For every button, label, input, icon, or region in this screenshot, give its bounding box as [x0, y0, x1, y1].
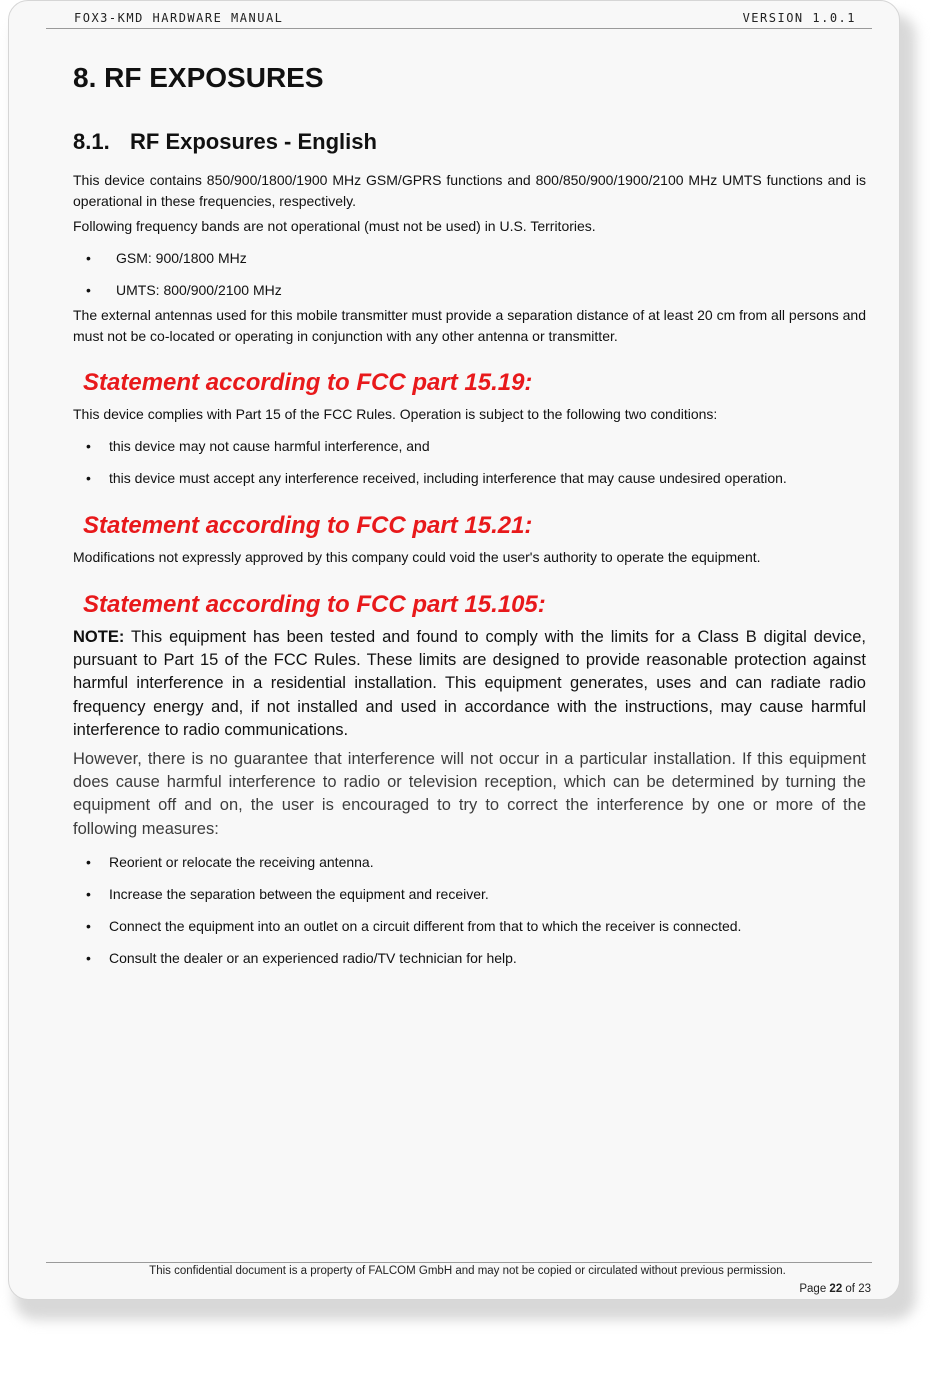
total-pages: 23 [858, 1283, 871, 1295]
bullet-icon: • [86, 853, 91, 870]
chapter-title: 8. RF EXPOSURES [73, 62, 324, 93]
list-item: • this device may not cause harmful interference, and [73, 436, 866, 457]
intro-paragraph: This device contains 850/900/1800/1900 MHz GSM/GPRS functions and 800/850/900/1900/2100 MHz UMTS functions and is operational in these frequencies, respectively. [73, 172, 866, 209]
bullet-icon: • [86, 949, 91, 966]
confidentiality-notice: This confidential document is a property of FALCOM GmbH and may not be copied or circulated without previous permission. [149, 1265, 786, 1277]
running-header [46, 9, 872, 29]
bands-intro-paragraph: Following frequency bands are not operational (must not be used) in U.S. Territories. [73, 218, 596, 234]
bullet-icon: • [86, 885, 91, 902]
note-text: This equipment has been tested and found to comply with the limits for a Class B digital device, pursuant to Part 15 of the FCC Rules. These limits are designed to provide reasonable protection against harmful interference in a residential installation. This equipment generates, uses and can radiate radio frequency energy and, if not installed and used in accordance with the instructions, may cause harmful interference to radio communications. [73, 628, 866, 739]
page-content [73, 60, 866, 969]
list-item: • Increase the separation between the equipment and receiver. [73, 884, 866, 905]
list-item: • GSM: 900/1800 MHz [73, 248, 866, 269]
header-manual-title: FOX3-KMD HARDWARE MANUAL [74, 11, 284, 25]
fcc-15-19-text: This device complies with Part 15 of the FCC Rules. Operation is subject to the following two conditions: [73, 406, 718, 422]
fcc-15-105-body [73, 626, 866, 841]
footer-divider [46, 1262, 872, 1263]
note-paragraph [73, 626, 866, 742]
current-page: 22 [829, 1283, 843, 1295]
bullet-icon: • [86, 438, 91, 454]
however-paragraph: However, there is no guarantee that interference will not occur in a particular installation. If this equipment does cause harmful interference to radio or television reception, which can be determined by turning the equipment off and on, the user is encouraged to try to correct the interference by one or more of the following measures: [73, 750, 866, 838]
header-version: VERSION 1.0.1 [742, 11, 856, 25]
bullet-icon: • [86, 470, 91, 486]
measures-list [73, 852, 866, 969]
section-number: 8.1. [73, 129, 110, 154]
bands-list [73, 248, 866, 301]
fcc-15-19-heading: Statement according to FCC part 15.19: [83, 369, 533, 396]
list-item: • this device must accept any interference received, including interference that may cause undesired operation. [73, 468, 866, 489]
fcc-15-105-heading: Statement according to FCC part 15.105: [83, 591, 546, 618]
note-label: NOTE: [73, 628, 125, 646]
section-heading [73, 128, 866, 156]
page-indicator: Page 22 of 23 [799, 1283, 871, 1295]
list-item: • Consult the dealer or an experienced radio/TV technician for help. [73, 948, 866, 969]
list-item: • Connect the equipment into an outlet on a circuit different from that to which the receiver is connected. [73, 916, 866, 937]
antenna-paragraph: The external antennas used for this mobile transmitter must provide a separation distance of at least 20 cm from all persons and must not be co-located or operating in conjunction with any other antenna or transmitter. [73, 307, 866, 344]
bullet-icon: • [86, 250, 91, 266]
list-item: • UMTS: 800/900/2100 MHz [73, 280, 866, 301]
fcc-15-21-text: Modifications not expressly approved by this company could void the user's authority to operate the equipment. [73, 549, 761, 565]
bullet-icon: • [86, 282, 91, 298]
conditions-list [73, 436, 866, 489]
section-title: RF Exposures - English [130, 129, 377, 154]
fcc-15-21-heading: Statement according to FCC part 15.21: [83, 512, 533, 539]
list-item: • Reorient or relocate the receiving antenna. [73, 852, 866, 873]
bullet-icon: • [86, 917, 91, 934]
